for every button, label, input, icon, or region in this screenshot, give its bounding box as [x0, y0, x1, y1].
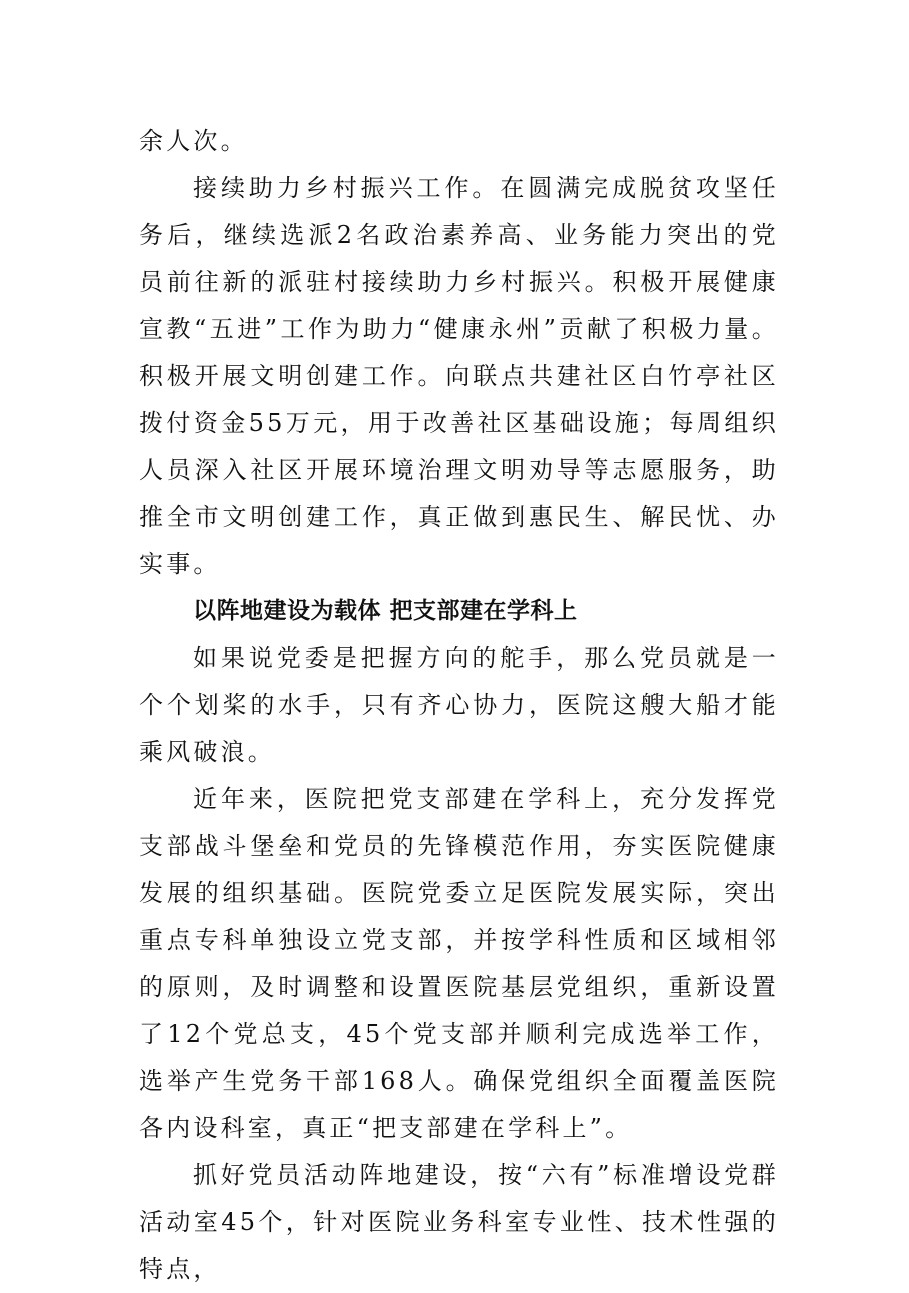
- document-body: [139, 118, 779, 1293]
- paragraph-continuation: 余人次。: [139, 127, 248, 155]
- section-heading: 以阵地建设为载体 把支部建在学科上: [193, 598, 578, 624]
- paragraph-branch-in-discipline: 近年来，医院把党支部建在学科上，充分发挥党支部战斗堡垒和党员的先锋模范作用，夯实医院健康发展的组织基础。医院党委立足医院发展实际，突出重点专科单独设立党支部，并按学科性质和区域相邻的原则，及时调整和设置医院基层党组织，重新设置了12个党总支，45个党支部并顺利完成选举工作，选举产生党务干部168人。确保党组织全面覆盖医院各内设科室，真正“把支部建在学科上”。: [139, 785, 779, 1142]
- paragraph-party-metaphor: 如果说党委是把握方向的舵手，那么党员就是一个个划桨的水手，只有齐心协力，医院这艘大船才能乘风破浪。: [139, 644, 779, 766]
- paragraph-rural-revitalization: 接续助力乡村振兴工作。在圆满完成脱贫攻坚任务后，继续选派2名政治素养高、业务能力突出的党员前往新的派驻村接续助力乡村振兴。积极开展健康宣教“五进”工作为助力“健康永州”贡献了积极力量。积极开展文明创建工作。向联点共建社区白竹亭社区拨付资金55万元，用于改善社区基础设施；每周组织人员深入社区开展环境治理文明劝导等志愿服务，助推全市文明创建工作，真正做到惠民生、解民忧、办实事。: [139, 174, 779, 578]
- paragraph-activity-rooms: 抓好党员活动阵地建设，按“六有”标准增设党群活动室45个，针对医院业务科室专业性、技术性强的特点，: [139, 1161, 779, 1283]
